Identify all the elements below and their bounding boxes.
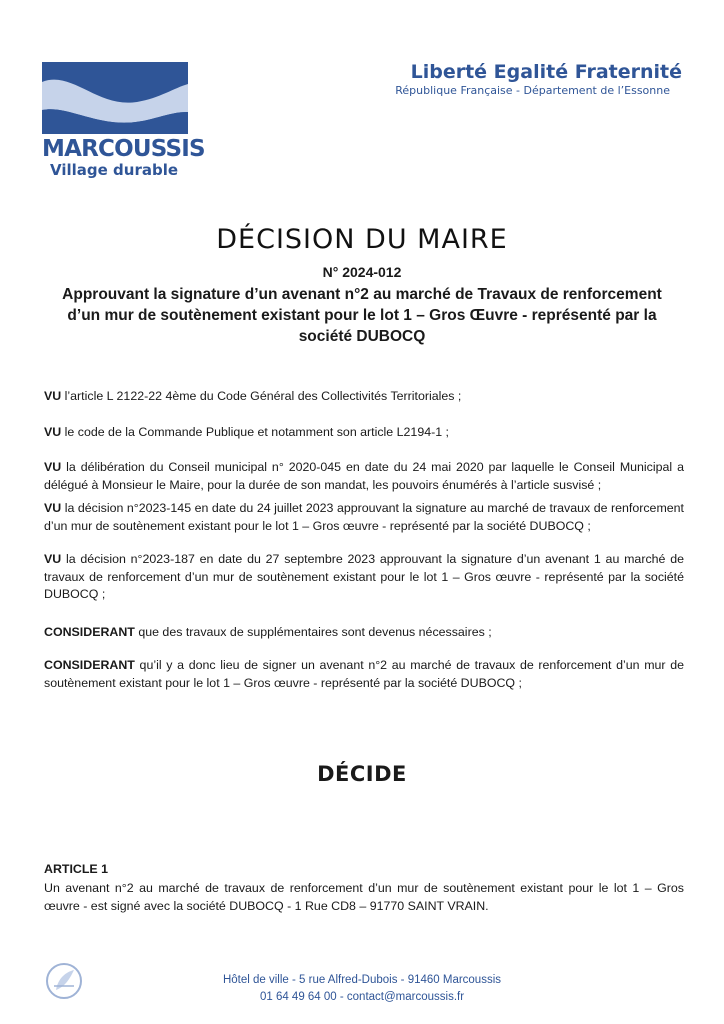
consideration-keyword: VU xyxy=(44,552,62,566)
consideration-item xyxy=(44,388,684,406)
footer-address: Hôtel de ville - 5 rue Alfred-Dubois - 91460 Marcoussis xyxy=(222,974,502,986)
consideration-keyword: VU xyxy=(44,460,62,474)
decision-number: N° 2024-012 xyxy=(322,264,402,280)
motto-subtitle: République Française - Département de l’Essonne xyxy=(395,84,670,97)
decide-heading: DÉCIDE xyxy=(317,762,407,786)
consideration-text: que des travaux de supplémentaires sont devenus nécessaires ; xyxy=(134,625,492,639)
wave-logo-icon xyxy=(42,62,188,134)
consideration-item xyxy=(44,459,684,494)
logo-tagline: Village durable xyxy=(50,161,179,179)
page-footer xyxy=(0,972,724,1006)
motto-text: Liberté Egalité Fraternité xyxy=(410,61,682,83)
consideration-text: l’article L 2122-22 4ème du Code Général des Collectivités Territoriales ; xyxy=(61,389,462,403)
consideration-text: le code de la Commande Publique et notamment son article L2194-1 ; xyxy=(61,425,450,439)
marcoussis-logo xyxy=(42,62,205,179)
consideration-keyword: VU xyxy=(44,425,62,439)
consideration-text: la décision n°2023-145 en date du 24 juillet 2023 approuvant la signature au marché de travaux de renforcement d’un mur de soutènement existant pour le lot 1 – Gros œuvre - représenté par la société DUBOCQ ; xyxy=(44,501,684,533)
consideration-item xyxy=(44,424,684,442)
consideration-item xyxy=(44,657,684,692)
consideration-item xyxy=(44,624,684,642)
consideration-text: la délibération du Conseil municipal n° 2020-045 en date du 24 mai 2020 par laquelle le Conseil Municipal a délégué à Monsieur le Maire, pour la durée de son mandat, les pouvoirs énumérés à l’article susvisé ; xyxy=(44,460,684,492)
article-text: Un avenant n°2 au marché de travaux de renforcement d’un mur de soutènement existant pour le lot 1 – Gros œuvre - est signé avec la société DUBOCQ - 1 Rue CD8 – 91770 SAINT VRAIN. xyxy=(44,881,684,913)
consideration-text: qu’il y a donc lieu de signer un avenant n°2 au marché de travaux de renforcement d’un mur de soutènement existant pour le lot 1 – Gros œuvre - représenté par la société DUBOCQ ; xyxy=(44,658,684,690)
article-title: ARTICLE 1 xyxy=(44,862,109,876)
document-title: DÉCISION DU MAIRE xyxy=(216,224,508,255)
consideration-item xyxy=(44,500,684,535)
consideration-keyword: CONSIDERANT xyxy=(44,658,135,672)
consideration-keyword: VU xyxy=(44,389,62,403)
consideration-keyword: VU xyxy=(44,501,62,515)
decision-subject: Approuvant la signature d’un avenant n°2 au marché de Travaux de renforcement d’un mur de soutènement existant pour le lot 1 – Gros Œuvre - représenté par la société DUBOCQ xyxy=(62,286,662,345)
consideration-keyword: CONSIDERANT xyxy=(44,625,135,639)
consideration-text: la décision n°2023-187 en date du 27 septembre 2023 approuvant la signature d’un avenant 1 au marché de travaux de renforcement d’un mur de soutènement existant pour le lot 1 – Gros œuvre - représenté par la société DUBOCQ ; xyxy=(44,552,684,601)
national-motto xyxy=(395,60,682,98)
logo-name: MARCOUSSIS xyxy=(42,136,205,162)
consideration-item xyxy=(44,551,684,604)
footer-contact: 01 64 49 64 00 - contact@marcoussis.fr xyxy=(259,991,465,1003)
